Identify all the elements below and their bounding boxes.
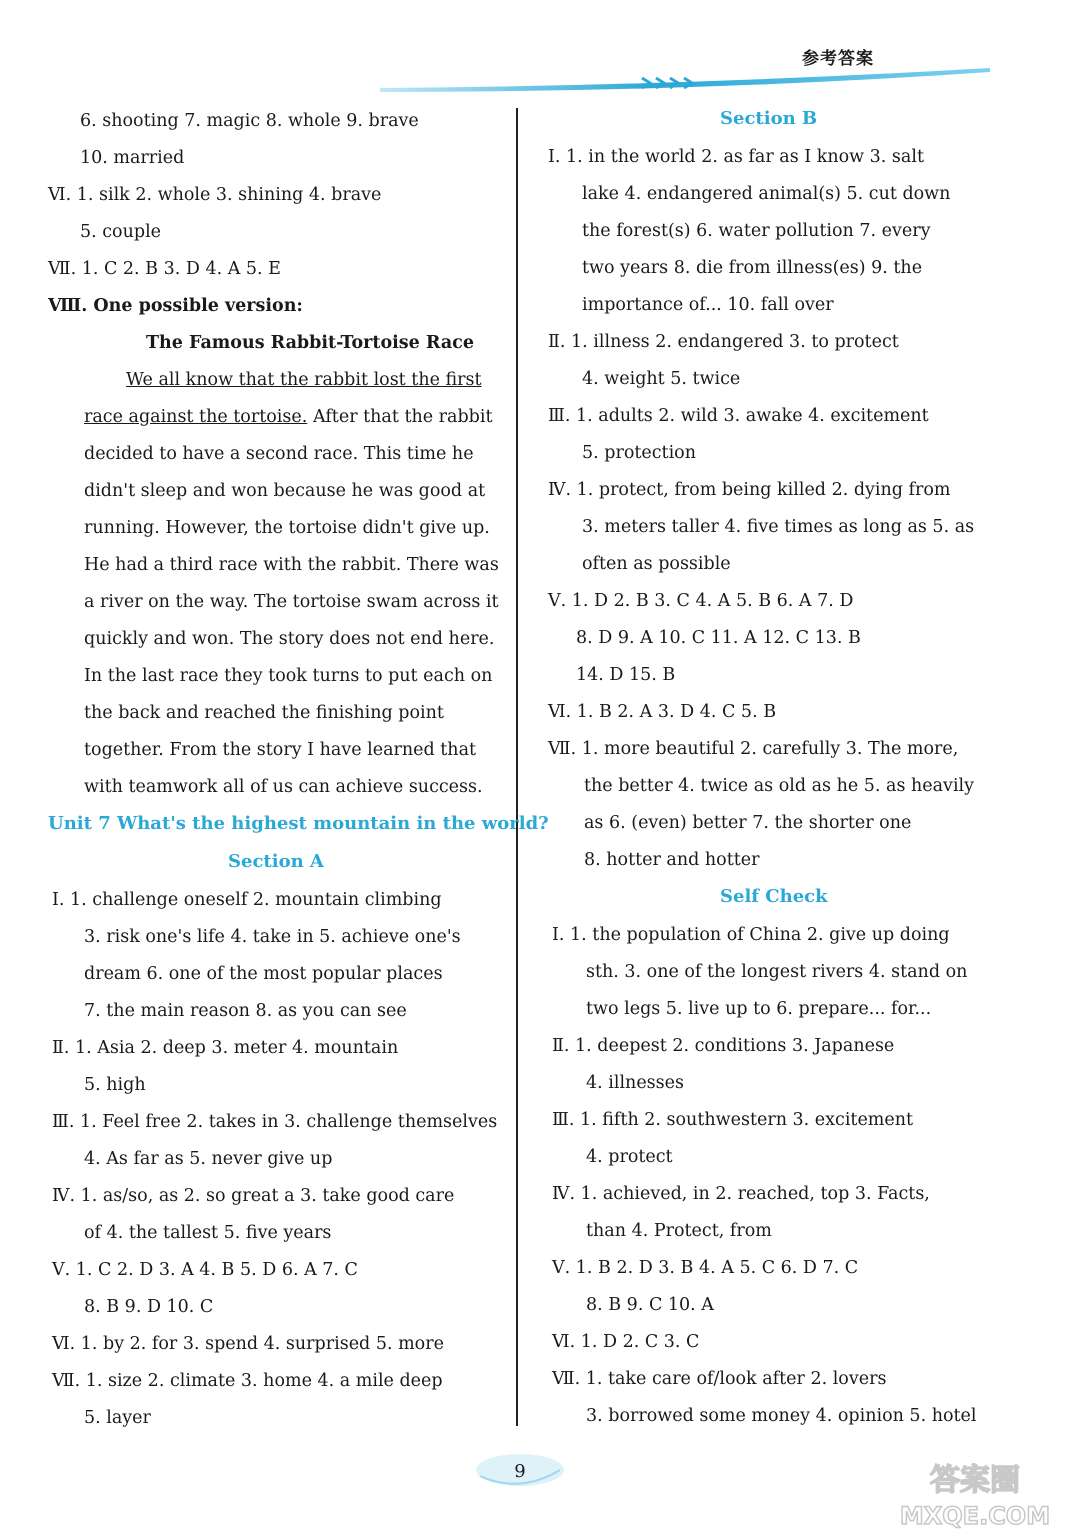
answer-line: 5. layer: [84, 1408, 151, 1428]
answer-line: with teamwork all of us can achieve success.: [84, 777, 483, 797]
answer-line: Ⅰ. 1. challenge oneself 2. mountain climbing: [52, 890, 442, 910]
answer-line: Ⅰ. 1. in the world 2. as far as I know 3. salt: [548, 147, 924, 167]
answer-line: the forest(s) 6. water pollution 7. every: [582, 221, 931, 241]
answer-line: Ⅳ. 1. as/so, as 2. so great a 3. take good care: [52, 1186, 455, 1206]
answer-line: Ⅵ. 1. D 2. C 3. C: [552, 1332, 700, 1352]
answer-line: He had a third race with the rabbit. There was: [84, 555, 499, 575]
answer-line: the back and reached the finishing point: [84, 703, 444, 723]
answer-line: Ⅰ. 1. the population of China 2. give up doing: [552, 925, 950, 945]
answer-line: Ⅶ. 1. more beautiful 2. carefully 3. The more,: [548, 739, 959, 759]
answer-line: sth. 3. one of the longest rivers 4. stand on: [586, 962, 968, 982]
answer-line: 5. protection: [582, 443, 696, 463]
answer-line: dream 6. one of the most popular places: [84, 964, 443, 984]
answer-line: decided to have a second race. This time he: [84, 444, 474, 464]
answer-line: quickly and won. The story does not end here.: [84, 629, 495, 649]
answer-line: 7. the main reason 8. as you can see: [84, 1001, 407, 1021]
answer-line: Ⅵ. 1. silk 2. whole 3. shining 4. brave: [48, 185, 382, 205]
answer-line: Ⅳ. 1. protect, from being killed 2. dying from: [548, 480, 951, 500]
answer-line: than 4. Protect, from: [586, 1221, 772, 1241]
answer-line: In the last race they took turns to put each on: [84, 666, 493, 686]
answer-line: together. From the story I have learned that: [84, 740, 477, 760]
answer-line: Ⅳ. 1. achieved, in 2. reached, top 3. Facts,: [552, 1184, 930, 1204]
answer-line: Ⅵ. 1. B 2. A 3. D 4. C 5. B: [548, 702, 777, 722]
answer-line: Ⅱ. 1. illness 2. endangered 3. to protect: [548, 332, 899, 352]
answer-line: After that the rabbit: [313, 407, 493, 427]
answer-line: Ⅵ. 1. by 2. for 3. spend 4. surprised 5. more: [52, 1334, 444, 1354]
answer-line: often as possible: [582, 554, 731, 574]
answer-line: 8. B 9. D 10. C: [84, 1297, 214, 1317]
answer-line: Ⅲ. 1. fifth 2. southwestern 3. excitement: [552, 1110, 914, 1130]
page-header-title: 参考答案: [802, 49, 874, 69]
answer-line: 3. risk one's life 4. take in 5. achieve one's: [84, 927, 461, 947]
answer-line: of 4. the tallest 5. five years: [84, 1223, 332, 1243]
section-heading: Self Check: [720, 886, 828, 907]
answer-line: Ⅴ. 1. B 2. D 3. B 4. A 5. C 6. D 7. C: [552, 1258, 859, 1278]
page-number: 9: [514, 1461, 526, 1482]
column-divider: [516, 108, 518, 1426]
answer-line: Ⅱ. 1. Asia 2. deep 3. meter 4. mountain: [52, 1038, 399, 1058]
answer-line: 4. As far as 5. never give up: [84, 1149, 333, 1169]
answer-line: race against the tortoise.: [84, 407, 308, 427]
watermark-logo: [890, 1456, 1060, 1532]
answer-line: 4. protect: [586, 1147, 673, 1167]
answer-line: Ⅴ. 1. D 2. B 3. C 4. A 5. B 6. A 7. D: [548, 591, 854, 611]
answer-line: as 6. (even) better 7. the shorter one: [584, 813, 912, 833]
answer-line: 5. high: [84, 1075, 146, 1095]
answer-line: Ⅷ. One possible version:: [48, 296, 303, 316]
answer-line: Ⅶ. 1. size 2. climate 3. home 4. a mile deep: [52, 1371, 443, 1391]
answer-line: 3. borrowed some money 4. opinion 5. hotel: [586, 1406, 977, 1426]
answer-line: Ⅲ. 1. Feel free 2. takes in 3. challenge themselves: [52, 1112, 498, 1132]
section-heading: Section A: [228, 851, 324, 872]
answer-line: the better 4. twice as old as he 5. as heavily: [584, 776, 975, 796]
answer-line: 10. married: [80, 148, 185, 168]
answer-line: running. However, the tortoise didn't give up.: [84, 518, 490, 538]
answer-line: Ⅴ. 1. C 2. D 3. A 4. B 5. D 6. A 7. C: [52, 1260, 358, 1280]
answer-line: two legs 5. live up to 6. prepare... for...: [586, 999, 932, 1019]
answer-line: 3. meters taller 4. five times as long as 5. as: [582, 517, 975, 537]
answer-line: 4. illnesses: [586, 1073, 684, 1093]
answer-line: importance of... 10. fall over: [582, 295, 834, 315]
answer-line: a river on the way. The tortoise swam across it: [84, 592, 499, 612]
answer-line: 6. shooting 7. magic 8. whole 9. brave: [80, 111, 419, 131]
page-number-badge: [470, 1446, 570, 1496]
watermark-bottom: MXQE.COM: [899, 1502, 1051, 1530]
section-heading: Unit 7 What's the highest mountain in the world?: [48, 813, 549, 834]
answer-line: We all know that the rabbit lost the first: [126, 370, 482, 390]
answer-line: Ⅶ. 1. take care of/look after 2. lovers: [552, 1369, 887, 1389]
answer-line: Ⅱ. 1. deepest 2. conditions 3. Japanese: [552, 1036, 895, 1056]
answer-line: 5. couple: [80, 222, 162, 242]
answer-line: two years 8. die from illness(es) 9. the: [582, 258, 923, 278]
answer-line: 8. hotter and hotter: [584, 850, 760, 870]
answer-line: didn't sleep and won because he was good at: [84, 481, 486, 501]
answer-line: The Famous Rabbit-Tortoise Race: [146, 333, 474, 353]
answer-line: 8. B 9. C 10. A: [586, 1295, 714, 1315]
answer-line: 4. weight 5. twice: [582, 369, 741, 389]
section-heading: Section B: [720, 108, 818, 129]
answer-line: Ⅶ. 1. C 2. B 3. D 4. A 5. E: [48, 259, 281, 279]
watermark-top: 答案圈: [930, 1463, 1020, 1498]
answer-line: 8. D 9. A 10. C 11. A 12. C 13. B: [576, 628, 861, 648]
header-decoration: [380, 64, 990, 96]
answer-line: lake 4. endangered animal(s) 5. cut down: [582, 184, 951, 204]
answer-line: Ⅲ. 1. adults 2. wild 3. awake 4. excitement: [548, 406, 929, 426]
answer-line: 14. D 15. B: [576, 665, 676, 685]
